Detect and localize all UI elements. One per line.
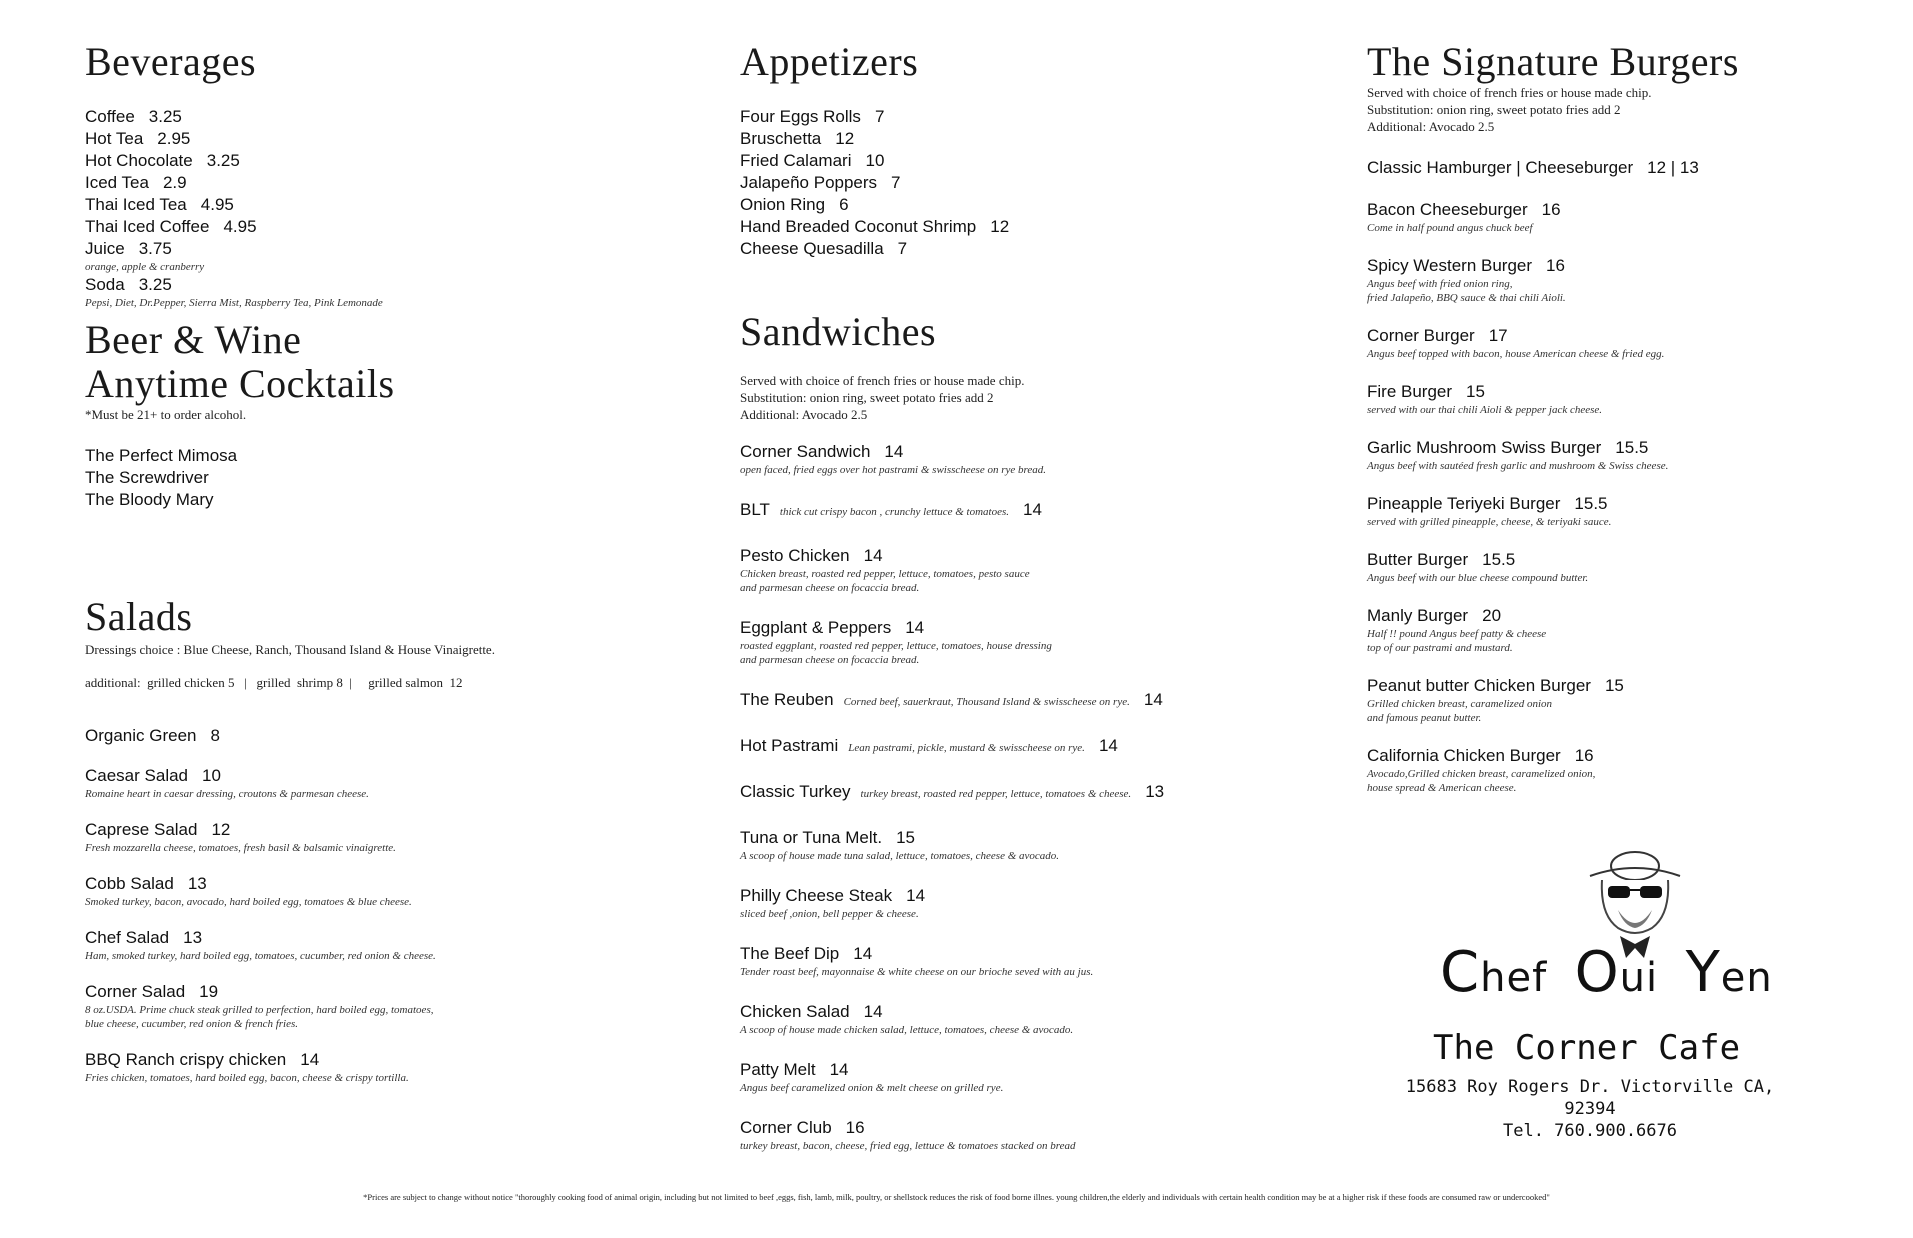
menu-item-description: sliced beef ,onion, bell pepper & cheese. <box>740 908 919 920</box>
menu-item-name: Pesto Chicken <box>740 546 850 565</box>
cafe-name: The Corner Cafe <box>1433 1028 1741 1068</box>
menu-item-name: Caprese Salad <box>85 820 198 839</box>
menu-item-line <box>1367 437 1887 459</box>
menu-item-line <box>1367 157 1887 179</box>
menu-item-price: 14 <box>863 1002 883 1021</box>
menu-item-name: Pineapple Teriyeki Burger <box>1367 494 1561 513</box>
menu-item-line <box>740 617 1300 639</box>
menu-item <box>1367 325 1887 361</box>
menu-item <box>1367 745 1887 795</box>
menu-item-price: 2.9 <box>162 173 187 192</box>
menu-item-description: turkey breast, roasted red pepper, lettuce, tomatoes & cheese. <box>860 788 1132 800</box>
burgers-title: The Signature Burgers <box>1367 39 1739 84</box>
beverages-list <box>85 106 645 310</box>
menu-item-name: Hot Tea <box>85 129 144 148</box>
menu-item-line <box>740 128 1300 150</box>
menu-item <box>740 781 1300 805</box>
menu-item <box>85 274 645 310</box>
beverages-title: Beverages <box>85 39 257 84</box>
menu-item <box>740 735 1300 759</box>
menu-item-line <box>85 873 645 895</box>
menu-item <box>85 819 645 855</box>
menu-item-name: Corner Burger <box>1367 326 1475 345</box>
menu-item-line <box>1367 745 1887 767</box>
menu-item-line <box>1367 675 1887 697</box>
menu-item-line <box>740 499 1300 523</box>
menu-item-name: Soda <box>85 275 125 294</box>
menu-item-name: Corner Salad <box>85 982 186 1001</box>
cocktail-list <box>85 445 645 511</box>
menu-item-price: 3.25 <box>138 275 172 294</box>
menu-item <box>740 617 1300 667</box>
menu-item-description: Chicken breast, roasted red pepper, lettuce, tomatoes, pesto sauce and parmesan cheese on focaccia bread. <box>740 568 1030 594</box>
sandwiches-note: Served with choice of french fries or house made chip. Substitution: onion ring, sweet potato fries add 2 Additional: Avocado 2.5 <box>740 373 1025 422</box>
menu-item-price: 3.75 <box>138 239 172 258</box>
menu-item-description: Ham, smoked turkey, hard boiled egg, tomatoes, cucumber, red onion & cheese. <box>85 950 436 962</box>
menu-item-description: Half !! pound Angus beef patty & cheese top of our pastrami and mustard. <box>1367 628 1547 654</box>
menu-item-price: 14 <box>1143 690 1163 709</box>
list-item: The Bloody Mary <box>85 490 214 509</box>
menu-item-line <box>85 172 645 194</box>
menu-item-line <box>1367 325 1887 347</box>
menu-item <box>1367 199 1887 235</box>
menu-item <box>85 106 645 128</box>
menu-item <box>740 216 1300 238</box>
salads-title: Salads <box>85 594 193 639</box>
menu-item <box>1367 157 1887 179</box>
menu-item-line <box>1367 549 1887 571</box>
burgers-note: Served with choice of french fries or house made chip. Substitution: onion ring, sweet potato fries add 2 Additional: Avocado 2.5 <box>1367 85 1652 134</box>
menu-item <box>740 194 1300 216</box>
menu-item-description: Fries chicken, tomatoes, hard boiled egg, bacon, cheese & crispy tortilla. <box>85 1072 409 1084</box>
menu-item-name: Fried Calamari <box>740 151 852 170</box>
menu-item-line <box>85 128 645 150</box>
menu-item-description: Angus beef with fried onion ring, fried Jalapeño, BBQ sauce & thai chili Aioli. <box>1367 278 1566 304</box>
menu-item <box>85 128 645 150</box>
menu-item-line <box>740 827 1300 849</box>
menu-item <box>740 106 1300 128</box>
menu-item <box>85 172 645 194</box>
menu-item-name: Philly Cheese Steak <box>740 886 893 905</box>
menu-item-name: Cobb Salad <box>85 874 174 893</box>
menu-item-name: Chicken Salad <box>740 1002 850 1021</box>
menu-item-line <box>740 943 1300 965</box>
menu-item-name: Coffee <box>85 107 135 126</box>
menu-item-line <box>740 1059 1300 1081</box>
menu-item <box>85 238 645 274</box>
menu-item-name: Thai Iced Coffee <box>85 217 210 236</box>
menu-item <box>740 172 1300 194</box>
menu-item-name: Peanut butter Chicken Burger <box>1367 676 1591 695</box>
chef-name-logo: Chef Oui Yen <box>1440 940 1773 1005</box>
menu-item-description: Angus beef caramelized onion & melt cheese on grilled rye. <box>740 1082 1004 1094</box>
menu-item-price: 7 <box>874 107 885 126</box>
menu-item-price: 16 <box>845 1118 865 1137</box>
menu-item <box>740 689 1300 713</box>
menu-item-name: Organic Green <box>85 726 197 745</box>
menu-item-name: Jalapeño Poppers <box>740 173 878 192</box>
menu-item-price: 10 <box>865 151 885 170</box>
menu-item-price: 3.25 <box>148 107 182 126</box>
menu-item-name: Onion Ring <box>740 195 826 214</box>
menu-item-description: open faced, fried eggs over hot pastrami & swisscheese on rye bread. <box>740 464 1047 476</box>
menu-item-price: 10 <box>202 766 221 785</box>
menu-item-name: Garlic Mushroom Swiss Burger <box>1367 438 1602 457</box>
menu-item-price: 15.5 <box>1574 494 1608 513</box>
menu-item-line <box>740 172 1300 194</box>
menu-item-price: 8 <box>210 726 220 745</box>
menu-item <box>85 725 645 747</box>
menu-item-description: A scoop of house made tuna salad, lettuce, tomatoes, cheese & avocado. <box>740 850 1060 862</box>
menu-item-name: Chef Salad <box>85 928 170 947</box>
menu-item-name: Corner Club <box>740 1118 832 1137</box>
menu-item <box>1367 549 1887 585</box>
menu-item-line <box>740 735 1300 759</box>
menu-item-price: 12 <box>990 217 1010 236</box>
menu-item <box>740 1117 1300 1153</box>
menu-item-name: Four Eggs Rolls <box>740 107 861 126</box>
menu-item <box>1367 675 1887 725</box>
menu-item-price: 16 <box>1541 200 1561 219</box>
beer-wine-title: Beer & Wine <box>85 317 302 362</box>
list-item: The Perfect Mimosa <box>85 446 238 465</box>
menu-item-line <box>740 885 1300 907</box>
menu-item <box>85 216 645 238</box>
menu-item-description: served with our thai chili Aioli & pepper jack cheese. <box>1367 404 1603 416</box>
menu-item-name: Fire Burger <box>1367 382 1453 401</box>
menu-item-price: 15.5 <box>1482 550 1516 569</box>
menu-item <box>740 238 1300 260</box>
menu-item-price: 12 <box>835 129 855 148</box>
menu-item <box>85 873 645 909</box>
appetizers-list <box>740 106 1300 260</box>
menu-item-line <box>85 981 645 1003</box>
menu-item-line <box>85 725 645 747</box>
salads-list <box>85 725 645 1085</box>
menu-item-description: Romaine heart in caesar dressing, croutons & parmesan cheese. <box>85 788 369 800</box>
menu-item-price: 14 <box>863 546 883 565</box>
menu-item <box>85 150 645 172</box>
menu-item-description: Come in half pound angus chuck beef <box>1367 222 1533 234</box>
menu-item-name: Bruschetta <box>740 129 822 148</box>
menu-item-price: 4.95 <box>223 217 257 236</box>
menu-item-description: turkey breast, bacon, cheese, fried egg, lettuce & tomatoes stacked on bread <box>740 1140 1076 1152</box>
menu-item-name: Thai Iced Tea <box>85 195 187 214</box>
menu-item-price: 6 <box>839 195 849 214</box>
menu-item-line <box>740 1117 1300 1139</box>
menu-item-name: Classic Hamburger | Cheeseburger <box>1367 158 1634 177</box>
menu-item-price: 15 <box>1466 382 1485 401</box>
menu-item-name: Corner Sandwich <box>740 442 871 461</box>
menu-item-price: 13 <box>187 874 207 893</box>
sandwiches-title: Sandwiches <box>740 309 937 354</box>
menu-item-name: Classic Turkey <box>740 782 851 801</box>
menu-item <box>740 441 1300 477</box>
menu-item <box>740 545 1300 595</box>
menu-item-line <box>1367 381 1887 403</box>
menu-item-line <box>740 441 1300 463</box>
cafe-address: 15683 Roy Rogers Dr. Victorville CA, 92394 <box>1405 1077 1775 1119</box>
menu-item-line <box>85 106 645 128</box>
cafe-phone: Tel. 760.900.6676 <box>1503 1121 1677 1141</box>
menu-item <box>740 1059 1300 1095</box>
menu-item-line <box>740 150 1300 172</box>
menu-item-name: Juice <box>85 239 125 258</box>
column-left <box>85 39 645 1084</box>
menu-item-name: BLT <box>740 500 770 519</box>
menu-item-price: 12 | 13 <box>1647 158 1699 177</box>
column-middle <box>740 39 1300 1152</box>
menu-item-name: BBQ Ranch crispy chicken <box>85 1050 287 1069</box>
menu-item-name: Patty Melt <box>740 1060 816 1079</box>
menu-item-line <box>85 216 645 238</box>
sandwiches-section <box>740 310 1300 1175</box>
menu-item <box>1367 381 1887 417</box>
menu-item <box>740 827 1300 863</box>
burgers-list <box>1367 157 1887 795</box>
menu-item <box>1367 255 1887 305</box>
sandwiches-list <box>740 441 1300 1153</box>
menu-item-description: thick cut crispy bacon , crunchy lettuce & tomatoes. <box>779 506 1010 518</box>
menu-item-name: Iced Tea <box>85 173 149 192</box>
menu-item-description: Tender roast beef, mayonnaise & white cheese on our brioche seved with au jus. <box>740 966 1094 978</box>
menu-item-description: Angus beef with our blue cheese compound butter. <box>1367 572 1589 584</box>
menu-item-line <box>85 819 645 841</box>
menu-item <box>85 194 645 216</box>
menu-item-description: 8 oz.USDA. Prime chuck steak grilled to perfection, hard boiled egg, tomatoes, blue cheese, cucumber, red onion & french fries. <box>85 1004 434 1030</box>
menu-item-name: Tuna or Tuna Melt. <box>740 828 883 847</box>
menu-item <box>740 885 1300 921</box>
menu-item <box>1367 493 1887 529</box>
menu-item-line <box>1367 199 1887 221</box>
menu-item-line <box>1367 255 1887 277</box>
menu-item-price: 15 <box>1604 676 1624 695</box>
menu-item <box>85 981 645 1031</box>
menu-item-description: served with grilled pineapple, cheese, & teriyaki sauce. <box>1367 516 1612 528</box>
menu-item-description: Angus beef with sautéed fresh garlic and mushroom & Swiss cheese. <box>1367 460 1669 472</box>
salads-section <box>85 595 645 1103</box>
menu-item-price: 2.95 <box>157 129 191 148</box>
menu-item-description: A scoop of house made chicken salad, lettuce, tomatoes, cheese & avocado. <box>740 1024 1074 1036</box>
menu-item-line <box>740 106 1300 128</box>
menu-item-description: Grilled chicken breast, caramelized onion and famous peanut butter. <box>1367 698 1553 724</box>
menu-item-price: 7 <box>897 239 908 258</box>
menu-item-price: 14 <box>853 944 873 963</box>
menu-item-price: 12 <box>211 820 231 839</box>
menu-item-line <box>85 765 645 787</box>
menu-item-description: Pepsi, Diet, Dr.Pepper, Sierra Mist, Raspberry Tea, Pink Lemonade <box>85 297 383 309</box>
menu-item-line <box>1367 605 1887 627</box>
menu-item-line <box>740 781 1300 805</box>
menu-item-line <box>740 238 1300 260</box>
menu-item-name: Hot Pastrami <box>740 736 839 755</box>
menu-item-price: 14 <box>829 1060 849 1079</box>
menu-item <box>740 499 1300 523</box>
menu-item <box>85 927 645 963</box>
menu-item <box>85 765 645 801</box>
footer-disclaimer: *Prices are subject to change without notice "thoroughly cooking food of animal origin, including but not limited to beef ,eggs, fish, lamb, milk, poultry, or shellstock reduces the risk of food borne illnes. young children,the elderly and individuals with certain health condition may be at a higher risk if these foods are consumed raw or undercooked" <box>363 1192 1550 1202</box>
menu-item-price: 7 <box>891 173 901 192</box>
menu-item-price: 17 <box>1488 326 1508 345</box>
menu-item-price: 14 <box>906 886 926 905</box>
menu-item-price: 13 <box>183 928 203 947</box>
menu-item-price: 15.5 <box>1615 438 1649 457</box>
menu-item-name: The Reuben <box>740 690 834 709</box>
menu-item-price: 13 <box>1145 782 1165 801</box>
cafe-contact <box>1380 1076 1800 1142</box>
menu-item-price: 4.95 <box>200 195 234 214</box>
menu-item-name: Bacon Cheeseburger <box>1367 200 1528 219</box>
menu-item <box>85 1049 645 1085</box>
menu-item-description: Angus beef topped with bacon, house American cheese & fried egg. <box>1367 348 1665 360</box>
menu-item-price: 19 <box>199 982 219 1001</box>
menu-item-name: Cheese Quesadilla <box>740 239 884 258</box>
menu-item-price: 14 <box>1023 500 1042 519</box>
menu-item-name: California Chicken Burger <box>1367 746 1561 765</box>
menu-item-line <box>85 238 645 260</box>
menu-item-line <box>740 689 1300 713</box>
salad-additional-note: additional: grilled chicken 5 | grilled shrimp 8 | grilled salmon 12 <box>85 675 463 690</box>
menu-item-description: Lean pastrami, pickle, mustard & swisscheese on rye. <box>848 742 1085 754</box>
menu-item-price: 14 <box>300 1050 320 1069</box>
menu-item <box>1367 437 1887 473</box>
menu-item-price: 3.25 <box>206 151 240 170</box>
menu-item-price: 16 <box>1574 746 1594 765</box>
list-item: The Screwdriver <box>85 468 209 487</box>
menu-item <box>740 128 1300 150</box>
menu-item-line <box>85 150 645 172</box>
menu-item-line <box>85 274 645 296</box>
appetizers-title: Appetizers <box>740 39 919 84</box>
menu-item-line <box>85 1049 645 1071</box>
menu-item-description: Corned beef, sauerkraut, Thousand Island & swisscheese on rye. <box>843 696 1130 708</box>
menu-item-line <box>740 216 1300 238</box>
menu-item-name: Hand Breaded Coconut Shrimp <box>740 217 977 236</box>
menu-item-price: 14 <box>905 618 925 637</box>
menu-item-line <box>85 927 645 949</box>
menu-item-name: Butter Burger <box>1367 550 1469 569</box>
menu-item <box>740 943 1300 979</box>
menu-item <box>1367 605 1887 655</box>
menu-item-line <box>1367 493 1887 515</box>
menu-item-price: 14 <box>1098 736 1118 755</box>
menu-item-name: The Beef Dip <box>740 944 840 963</box>
menu-item-description: Avocado,Grilled chicken breast, caramelized onion, house spread & American cheese. <box>1367 768 1596 794</box>
column-right <box>1367 40 1887 815</box>
menu-item-price: 15 <box>896 828 915 847</box>
dressings-note: Dressings choice : Blue Cheese, Ranch, Thousand Island & House Vinaigrette. <box>85 642 495 657</box>
cocktails-title: Anytime Cocktails <box>85 361 395 406</box>
menu-item-name: Eggplant & Peppers <box>740 618 892 637</box>
menu-item-line <box>740 1001 1300 1023</box>
menu-item-description: Smoked turkey, bacon, avocado, hard boiled egg, tomatoes & blue cheese. <box>85 896 412 908</box>
menu-item-line <box>740 194 1300 216</box>
menu-item-line <box>85 194 645 216</box>
menu-item-name: Hot Chocolate <box>85 151 193 170</box>
menu-item <box>740 150 1300 172</box>
menu-item-name: Spicy Western Burger <box>1367 256 1533 275</box>
menu-item-price: 14 <box>884 442 904 461</box>
menu-item-price: 16 <box>1546 256 1565 275</box>
menu-item <box>740 1001 1300 1037</box>
menu-item-price: 20 <box>1482 606 1502 625</box>
menu-item-description: Fresh mozzarella cheese, tomatoes, fresh basil & balsamic vinaigrette. <box>85 842 396 854</box>
menu-item-description: orange, apple & cranberry <box>85 261 205 273</box>
menu-item-line <box>740 545 1300 567</box>
menu-item-description: roasted eggplant, roasted red pepper, lettuce, tomatoes, house dressing and parmesan cheese on focaccia bread. <box>740 640 1052 666</box>
menu-item-name: Manly Burger <box>1367 606 1469 625</box>
alcohol-note: *Must be 21+ to order alcohol. <box>85 407 247 422</box>
menu-item-name: Caesar Salad <box>85 766 189 785</box>
